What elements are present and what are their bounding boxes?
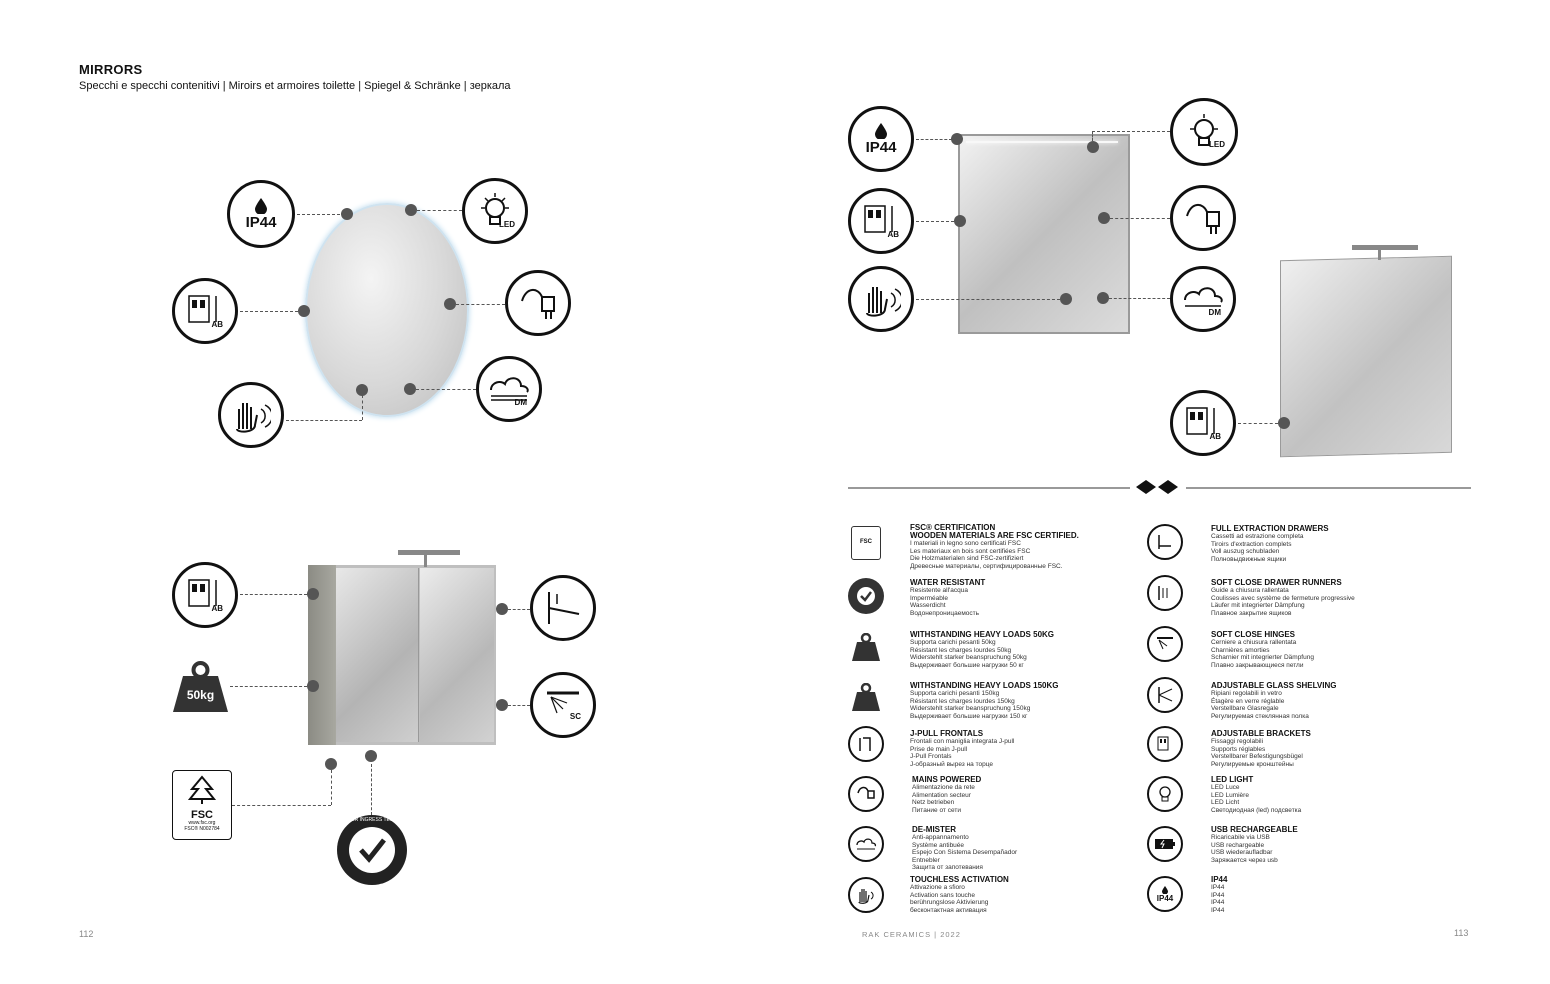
led-bulb-icon — [1147, 776, 1183, 812]
fsc-small-icon: FSC — [851, 526, 881, 560]
legend-item: LED LIGHT LED Luce LED Lumière LED Licht Светодиодная (led) подсветка — [1211, 775, 1302, 814]
ab-switch-icon: AB — [1170, 390, 1236, 456]
ab-switch-icon: AB — [172, 562, 238, 628]
water-resistant-icon — [848, 578, 884, 614]
legend-item: ADJUSTABLE GLASS SHELVING Ripiani regolabili in vetro Étagère en verre réglable Verstellbare Glasregale Регулируемая стеклянная полка — [1211, 681, 1337, 720]
footer-brand: RAK CERAMICS | 2022 — [862, 930, 961, 939]
page-number-left: 112 — [79, 929, 94, 939]
ab-switch-icon — [1147, 726, 1183, 762]
soft-close-hinge-icon: SC — [530, 672, 596, 738]
weight-50kg-icon: 50kg — [173, 660, 228, 712]
legend-item: WITHSTANDING HEAVY LOADS 150KG Supporta carichi pesanti 150kg Résistant les charges lourdes 150kg Widerstehlt starker beanspruchung 150kg Выдерживает большие нагрузки 150 кг — [910, 681, 1059, 720]
page-subtitle: Specchi e specchi contenitivi | Miroirs et armoires toilette | Spiegel & Schränke | зеркала — [79, 80, 511, 92]
legend-item: FULL EXTRACTION DRAWERS Cassetti ad estrazione completa Tiroirs d'extraction complets Voll auszug schubladen Полновыдвижные ящики — [1211, 524, 1329, 563]
mains-plug-icon — [1170, 185, 1236, 251]
glass-shelf-icon — [530, 575, 596, 641]
j-pull-icon — [848, 726, 884, 762]
legend-item: MAINS POWERED Alimentazione da rete Alimentation secteur Netz betrieben Питание от сети — [912, 775, 982, 814]
usb-battery-icon — [1147, 826, 1183, 862]
ip44-icon: IP44 — [848, 106, 914, 172]
demister-icon: DM — [1170, 266, 1236, 332]
legend-item: SOFT CLOSE HINGES Cerniere a chiusura rallentata Charnières amorties Scharnier mit integrierter Dämpfung Плавно закрывающиеся петли — [1211, 630, 1314, 669]
touchless-hand-icon — [848, 877, 884, 913]
soft-close-drawer-runners-icon — [1147, 575, 1183, 611]
legend-item: SOFT CLOSE DRAWER RUNNERS Guide a chiusura rallentata Coulisses avec système de fermeture progressive Läufer mit integrierter Dämpfung Плавное закрытие ящиков — [1211, 578, 1355, 617]
legend-item: USB RECHARGEABLE Ricaricabile via USB USB rechargeable USB wiederaufladbar Заряжается через usb — [1211, 825, 1298, 864]
legend-item: DE-MISTER Anti-appannamento Système antibuée Espejo Con Sistema Desempañador Entnebler Защита от запотевания — [912, 825, 1018, 871]
mains-plug-icon — [848, 776, 884, 812]
page-number-right: 113 — [1454, 928, 1469, 938]
demister-icon: DM — [476, 356, 542, 422]
mirror-with-lamp — [1280, 256, 1452, 458]
ip44-icon: IP44 — [227, 180, 295, 248]
led-bulb-icon: LED — [462, 178, 528, 244]
led-bulb-icon: LED — [1170, 98, 1238, 166]
rectangular-mirror — [958, 134, 1130, 334]
soft-close-hinge-icon — [1147, 626, 1183, 662]
diamond-ornament-icon — [1136, 480, 1180, 494]
cabinet-lamp — [398, 550, 460, 555]
mains-plug-icon — [505, 270, 571, 336]
section-divider — [848, 487, 1130, 489]
legend-item: IP44 IP44 IP44 IP44 IP44 — [1211, 875, 1228, 914]
mirror-lamp — [1352, 245, 1418, 250]
round-mirror — [305, 203, 469, 417]
demister-icon — [848, 826, 884, 862]
legend-item: J-PULL FRONTALS Frontali con maniglia integrata J-pull Prise de main J-pull J-Pull Frontals J-образный вырез на торце — [910, 729, 1015, 768]
water-ingress-badge: WATER INGRESS TESTED — [337, 815, 407, 885]
cabinet-door-left — [336, 568, 419, 742]
water-drop-icon — [255, 198, 267, 214]
ab-switch-icon: AB — [848, 188, 914, 254]
ip44-icon: IP44 — [1147, 876, 1183, 912]
touchless-hand-icon — [848, 266, 914, 332]
fsc-logo: FSC www.fsc.org FSC® N002784 — [172, 770, 232, 840]
legend-item: ADJUSTABLE BRACKETS Fissaggi regolabili Supports réglables Verstellbarer Befestigungsbügel Регулируемые кронштейны — [1211, 729, 1311, 768]
legend-item: TOUCHLESS ACTIVATION Attivazione a sfioro Activation sans touche berührungslose Aktivierung бесконтактная активация — [910, 875, 1009, 914]
cabinet-door-right — [420, 568, 494, 742]
page-title: MIRRORS — [79, 62, 143, 77]
touchless-hand-icon — [218, 382, 284, 448]
legend-item: FSC® CERTIFICATION WOODEN MATERIALS ARE FSC CERTIFIED. I materiali in legno sono certificati FSC Les materiaux en bois sont certifiées FSC Die Holzmaterialen sind FSC-zertifiziert Древесные материалы, сертифицированные FSC. — [910, 523, 1079, 570]
weight-50kg-icon — [852, 633, 880, 661]
legend-item: WATER RESISTANT Resistente all'acqua Imperméable Wasserdicht Водонепроницаемость — [910, 578, 986, 617]
weight-150kg-icon — [852, 683, 880, 711]
full-extraction-drawers-icon — [1147, 524, 1183, 560]
ab-switch-icon: AB — [172, 278, 238, 344]
legend-item: WITHSTANDING HEAVY LOADS 50KG Supporta carichi pesanti 50kg Résistant les charges lourdes 50kg Widerstehlt starker beanspruchung 50kg Выдерживает большие нагрузки 50 кг — [910, 630, 1055, 669]
glass-shelf-icon — [1147, 677, 1183, 713]
